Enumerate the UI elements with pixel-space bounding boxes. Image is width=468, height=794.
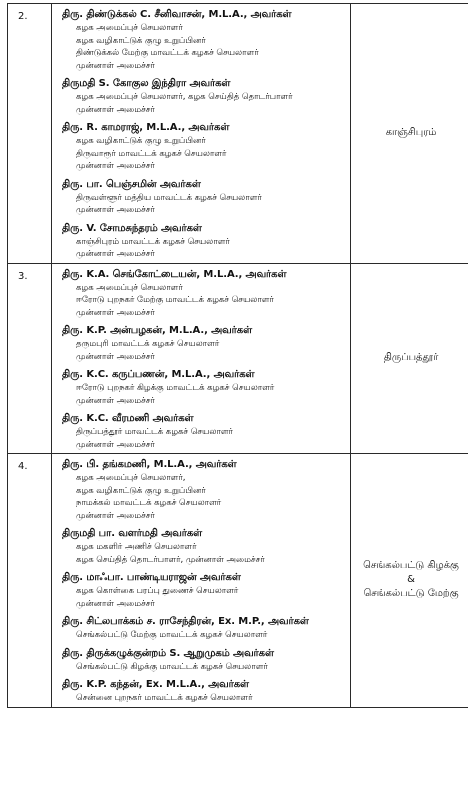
person-role: திருப்பத்தூர் மாவட்டக் கழகச் செயலாளர்	[76, 427, 233, 437]
person-entry	[62, 178, 350, 217]
people-cell	[52, 4, 351, 264]
person-name: திருமதி பா. வளர்மதி அவர்கள்	[62, 528, 203, 539]
person-role: முன்னாள் அமைச்சர்	[76, 60, 155, 71]
table-row	[8, 4, 468, 264]
person-name: திரு. K.C. வீரமணி அவர்கள்	[62, 413, 194, 424]
person-role: ஈரோடு புறநகர் மேற்கு மாவட்டக் கழகச் செயலாளர்	[76, 295, 274, 305]
person-role: தருமபுரி மாவட்டக் கழகச் செயலாளர்	[76, 339, 220, 349]
person-role: முன்னாள் அமைச்சர்	[76, 395, 155, 406]
person-role: கழக அமைப்புச் செயலாளர்,	[76, 473, 186, 483]
table-row	[8, 454, 468, 708]
person-role: கழக மகளிர் அணிச் செயலாளர்	[76, 542, 197, 552]
table-row	[8, 263, 468, 454]
people-cell	[52, 263, 351, 454]
person-entry	[62, 571, 350, 610]
person-role: கழக செய்தித் தொடர்பாளர், முன்னாள் அமைச்சர்	[76, 554, 265, 565]
person-entry	[62, 222, 350, 261]
person-role: முன்னாள் அமைச்சர்	[76, 598, 155, 609]
person-entry	[62, 368, 350, 407]
person-role: முன்னாள் அமைச்சர்	[76, 249, 155, 259]
region-cell	[351, 263, 468, 454]
region-name: காஞ்சிபுரம்	[385, 127, 437, 139]
region-cell	[351, 454, 468, 708]
person-role: முன்னாள் அமைச்சர்	[76, 439, 155, 450]
person-role: ஈரோடு புறநகர் கிழக்கு மாவட்டக் கழகச் செயலாளர்	[76, 383, 275, 393]
serial-number: 4.	[8, 454, 52, 708]
person-entry	[62, 647, 350, 674]
person-entry	[62, 121, 350, 173]
person-role: முன்னாள் அமைச்சர்	[76, 205, 155, 215]
table-body	[8, 4, 468, 708]
region-cell	[351, 4, 468, 264]
person-role: கழக கொள்கை பரப்பு துணைச் செயலாளர்	[76, 586, 239, 596]
person-entry	[62, 615, 350, 642]
person-role: கழக அமைப்புச் செயலாளர், கழக செய்தித் தொடர்பாளர்	[76, 92, 293, 102]
person-name: திரு. K.P. கந்தன், Ex. M.L.A., அவர்கள்	[62, 679, 249, 690]
person-name: திரு. பி. தங்கமணி, M.L.A., அவர்கள்	[62, 459, 237, 470]
person-role: முன்னாள் அமைச்சர்	[76, 307, 155, 318]
person-name: திரு. மாஃபா. பாண்டியராஜன் அவர்கள்	[62, 572, 241, 583]
person-name: திரு. சிட்லபாக்கம் ச. ராசேந்திரன், Ex. M.P., அவர்கள்	[62, 616, 309, 627]
serial-number: 2.	[8, 4, 52, 264]
region-name: செங்கல்பட்டு கிழக்கு	[363, 560, 459, 572]
region-name: திருப்பத்தூர்	[383, 352, 439, 364]
region-ampersand: &	[407, 574, 415, 586]
person-role: முன்னாள் அமைச்சர்	[76, 510, 155, 521]
person-role: செங்கல்பட்டு மேற்கு மாவட்டக் கழகச் செயலாளர்	[76, 630, 268, 640]
person-name: திரு. பா. பெஞ்சமின் அவர்கள்	[62, 178, 201, 190]
person-entry	[62, 412, 350, 451]
person-name: திரு. K.P. அன்பழகன், M.L.A., அவர்கள்	[62, 325, 252, 336]
person-entry	[62, 77, 350, 116]
person-entry	[62, 527, 350, 566]
person-role: கழக அமைப்புச் செயலாளர்	[76, 23, 183, 33]
person-role: முன்னாள் அமைச்சர்	[76, 104, 155, 115]
person-role: நாமக்கல் மாவட்டக் கழகச் செயலாளர்	[76, 498, 222, 508]
person-name: திரு. R. காமராஜ், M.L.A., அவர்கள்	[62, 122, 230, 133]
person-role: சென்னை புறநகர் மாவட்டக் கழகச் செயலாளர்	[76, 693, 253, 703]
person-name: திரு. V. சோமசுந்தரம் அவர்கள்	[62, 222, 202, 234]
person-name: திருமதி S. கோகுல இந்திரா அவர்கள்	[62, 78, 231, 89]
serial-number: 3.	[8, 263, 52, 454]
person-name: திரு. திண்டுக்கல் C. சீனிவாசன், M.L.A., அவர்கள்	[62, 9, 292, 20]
person-name: திரு. K.A. செங்கோட்டையன், M.L.A., அவர்கள்	[62, 268, 287, 280]
person-entry	[62, 268, 350, 320]
person-entry	[62, 678, 350, 705]
person-role: கழக வழிகாட்டுக் குழு உறுப்பினர்	[76, 485, 206, 496]
person-entry	[62, 324, 350, 363]
person-role: கழக அமைப்புச் செயலாளர்	[76, 282, 183, 293]
person-entry	[62, 458, 350, 522]
person-role: திண்டுக்கல் மேற்கு மாவட்டக் கழகச் செயலாளர்	[76, 48, 259, 58]
region-name-secondary: செங்கல்பட்டு மேற்கு	[363, 588, 459, 600]
person-role: முன்னாள் அமைச்சர்	[76, 351, 155, 362]
person-role: கழக வழிகாட்டுக் குழு உறுப்பினர்	[76, 35, 206, 46]
person-role: முன்னாள் அமைச்சர்	[76, 161, 155, 171]
person-role: திருவள்ளூர் மத்திய மாவட்டக் கழகச் செயலாளர்	[76, 192, 262, 203]
person-entry	[62, 8, 350, 72]
assignment-table	[7, 3, 468, 708]
person-role: செங்கல்பட்டு கிழக்கு மாவட்டக் கழகச் செயலாளர்	[76, 661, 268, 672]
person-role: கழக வழிகாட்டுக் குழு உறுப்பினர்	[76, 136, 206, 146]
person-name: திரு. திருக்கழுக்குன்றம் S. ஆறுமுகம் அவர்கள்	[62, 647, 274, 659]
person-role: திருவாரூர் மாவட்டக் கழகச் செயலாளர்	[76, 148, 227, 159]
person-role: காஞ்சிபுரம் மாவட்டக் கழகச் செயலாளர்	[76, 236, 230, 247]
person-name: திரு. K.C. கருப்பணன், M.L.A., அவர்கள்	[62, 369, 255, 380]
people-cell	[52, 454, 351, 708]
